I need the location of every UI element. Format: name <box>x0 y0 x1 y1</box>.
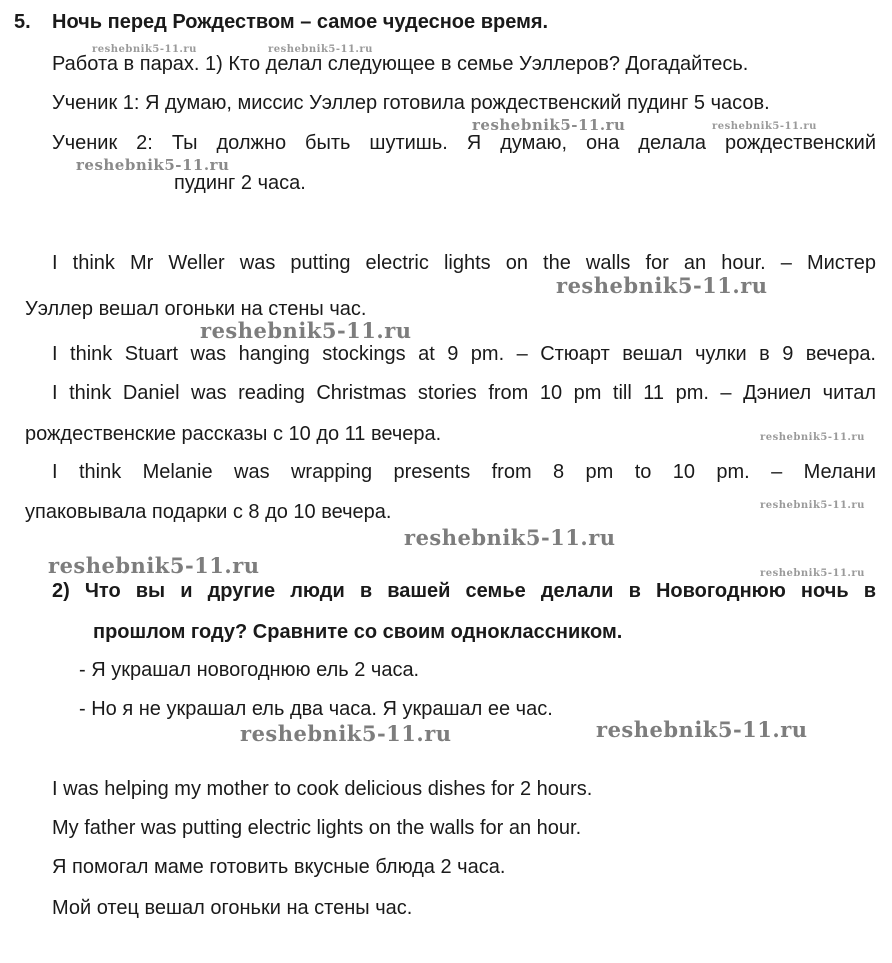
exercise-number: 5. <box>14 11 31 33</box>
task-1-instruction: Работа в парах. 1) Кто делал следующее в семье Уэллеров? Догадайтесь. <box>52 53 749 75</box>
final-sentence-3: Я помогал маме готовить вкусные блюда 2 часа. <box>52 856 506 878</box>
final-sentence-2: My father was putting electric lights on the walls for an hour. <box>52 817 582 839</box>
exercise-title: Ночь перед Рождеством – самое чудесное время. <box>52 11 549 33</box>
answer-3-line-1: I think Daniel was reading Christmas stories from 10 pm till 11 pm. – Дэниел читал <box>52 382 876 404</box>
watermark: reshebnik5-11.ru <box>556 273 768 298</box>
dialog-2-line-1: - Я украшал новогоднюю ель 2 часа. <box>79 659 420 681</box>
dialog-student-2-line-2: пудинг 2 часа. <box>174 172 306 194</box>
answer-4-line-1: I think Melanie was wrapping presents from 8 pm to 10 pm. – Мелани <box>52 461 876 483</box>
dialog-2-line-2: - Но я не украшал ель два часа. Я украшал ее час. <box>79 698 553 720</box>
watermark: reshebnik5-11.ru <box>92 44 197 55</box>
answer-2: I think Stuart was hanging stockings at 9 pm. – Стюарт вешал чулки в 9 вечера. <box>52 343 876 365</box>
watermark: reshebnik5-11.ru <box>240 721 452 746</box>
watermark: reshebnik5-11.ru <box>472 116 626 134</box>
final-sentence-1: I was helping my mother to cook delicious dishes for 2 hours. <box>52 778 593 800</box>
watermark: reshebnik5-11.ru <box>268 44 373 55</box>
watermark: reshebnik5-11.ru <box>76 156 230 174</box>
final-sentence-4: Мой отец вешал огоньки на стены час. <box>52 897 413 919</box>
answer-1-line-1: I think Mr Weller was putting electric lights on the walls for an hour. – Мистер <box>52 252 876 274</box>
answer-3-line-2: рождественские рассказы с 10 до 11 вечера. <box>25 423 442 445</box>
dialog-student-2-line-1: Ученик 2: Ты должно быть шутишь. Я думаю, она делала рождественский <box>52 132 876 154</box>
watermark: reshebnik5-11.ru <box>404 525 616 550</box>
answer-1-line-2: Уэллер вешал огоньки на стены час. <box>25 298 367 320</box>
watermark: reshebnik5-11.ru <box>760 432 865 443</box>
task-2-instruction-line-2: прошлом году? Сравните со своим одноклассником. <box>93 621 623 643</box>
watermark: reshebnik5-11.ru <box>712 121 817 132</box>
watermark: reshebnik5-11.ru <box>48 553 260 578</box>
watermark: reshebnik5-11.ru <box>760 568 865 579</box>
dialog-student-1: Ученик 1: Я думаю, миссис Уэллер готовила рождественский пудинг 5 часов. <box>52 92 770 114</box>
task-2-instruction-line-1: 2) Что вы и другие люди в вашей семье делали в Новогоднюю ночь в <box>52 580 876 602</box>
watermark: reshebnik5-11.ru <box>200 318 412 343</box>
watermark: reshebnik5-11.ru <box>760 500 865 511</box>
answer-4-line-2: упаковывала подарки с 8 до 10 вечера. <box>25 501 392 523</box>
watermark: reshebnik5-11.ru <box>596 717 808 742</box>
